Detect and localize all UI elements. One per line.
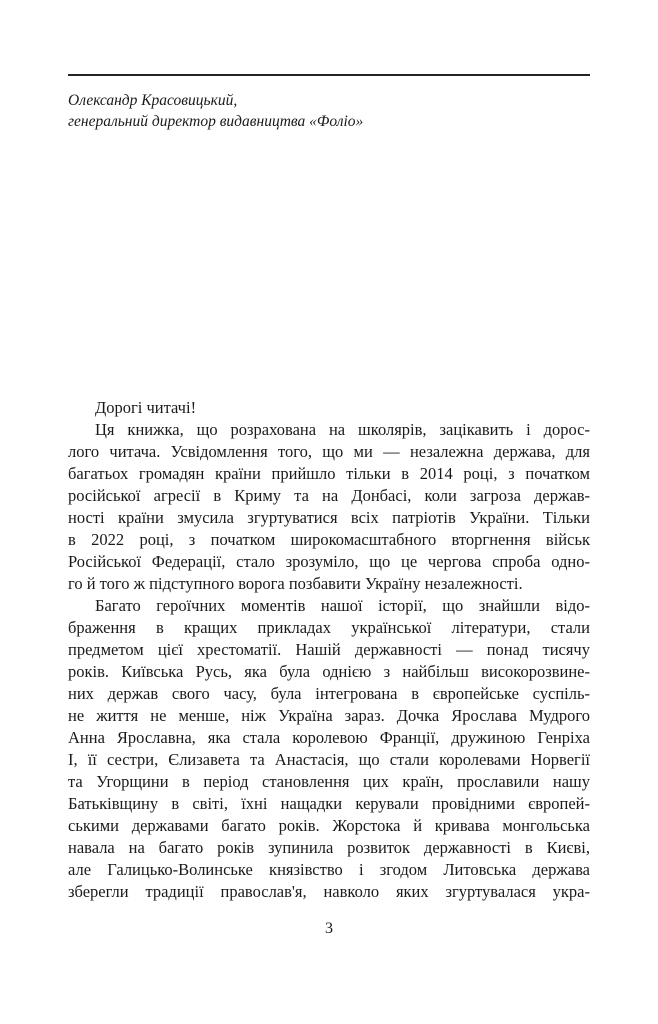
- text-line: Батьківщину в світі, їхні нащадки керували провідними європей-: [68, 794, 590, 813]
- text-line: лого читача. Усвідомлення того, що ми — незалежна держава, для: [68, 442, 590, 461]
- text-line: Російської Федерації, стало зрозуміло, що це чергова спроба одно-: [68, 552, 590, 571]
- body-text: [68, 397, 590, 903]
- text-line: ськими державами багато років. Жорстока й кривава монгольська: [68, 816, 590, 835]
- page-number: 3: [325, 920, 333, 937]
- text-line: ності країни змусила згуртуватися всіх патріотів України. Тільки: [68, 508, 590, 527]
- text-line: зберегли традиції православ'я, навколо яких згуртувалася укра-: [68, 882, 590, 901]
- text-line: них держав свого часу, була інтегрована в європейське суспіль-: [68, 684, 590, 703]
- text-line: в 2022 році, з початком широкомасштабного вторгнення військ: [68, 530, 590, 549]
- text-line: не життя не менше, ніж Україна зараз. Дочка Ярослава Мудрого: [68, 706, 590, 725]
- author-name: Олександр Красовицький,: [68, 92, 238, 109]
- text-line: навала на багато років зупинила розвиток державності в Києві,: [68, 838, 590, 857]
- author-attribution: [68, 90, 590, 132]
- text-line: I, її сестри, Єлизавета та Анастасія, що стали королевами Норвегії: [68, 750, 590, 769]
- salutation-line: Дорогі читачі!: [95, 398, 197, 417]
- text-line: але Галицько-Волинське князівство і згодом Литовська держава: [68, 860, 590, 879]
- text-line: Ця книжка, що розрахована на школярів, зацікавить і дорос-: [95, 420, 590, 439]
- top-rule: [68, 74, 590, 76]
- text-line: предметом цієї хрестоматії. Нашій державності — понад тисячу: [68, 640, 590, 659]
- text-line: та Угорщини в період становлення цих країн, прославили нашу: [68, 772, 590, 791]
- text-line: багатьох громадян країни прийшло тільки в 2014 році, з початком: [68, 464, 590, 483]
- text-line: російської агресії в Криму та на Донбасі, коли загроза держав-: [68, 486, 590, 505]
- text-line: браження в кращих прикладах української літератури, стали: [68, 618, 590, 637]
- author-role: генеральний директор видавництва «Фоліо»: [68, 113, 364, 130]
- text-line: років. Київська Русь, яка була однією з найбільш високорозвине-: [68, 662, 590, 681]
- text-line: Багато героїчних моментів нашої історії, що знайшли відо-: [95, 596, 590, 615]
- text-line: го й того ж підступного ворога позбавити Україну незалежності.: [68, 574, 523, 593]
- text-line: Анна Ярославна, яка стала королевою Франції, дружиною Генріха: [68, 728, 590, 747]
